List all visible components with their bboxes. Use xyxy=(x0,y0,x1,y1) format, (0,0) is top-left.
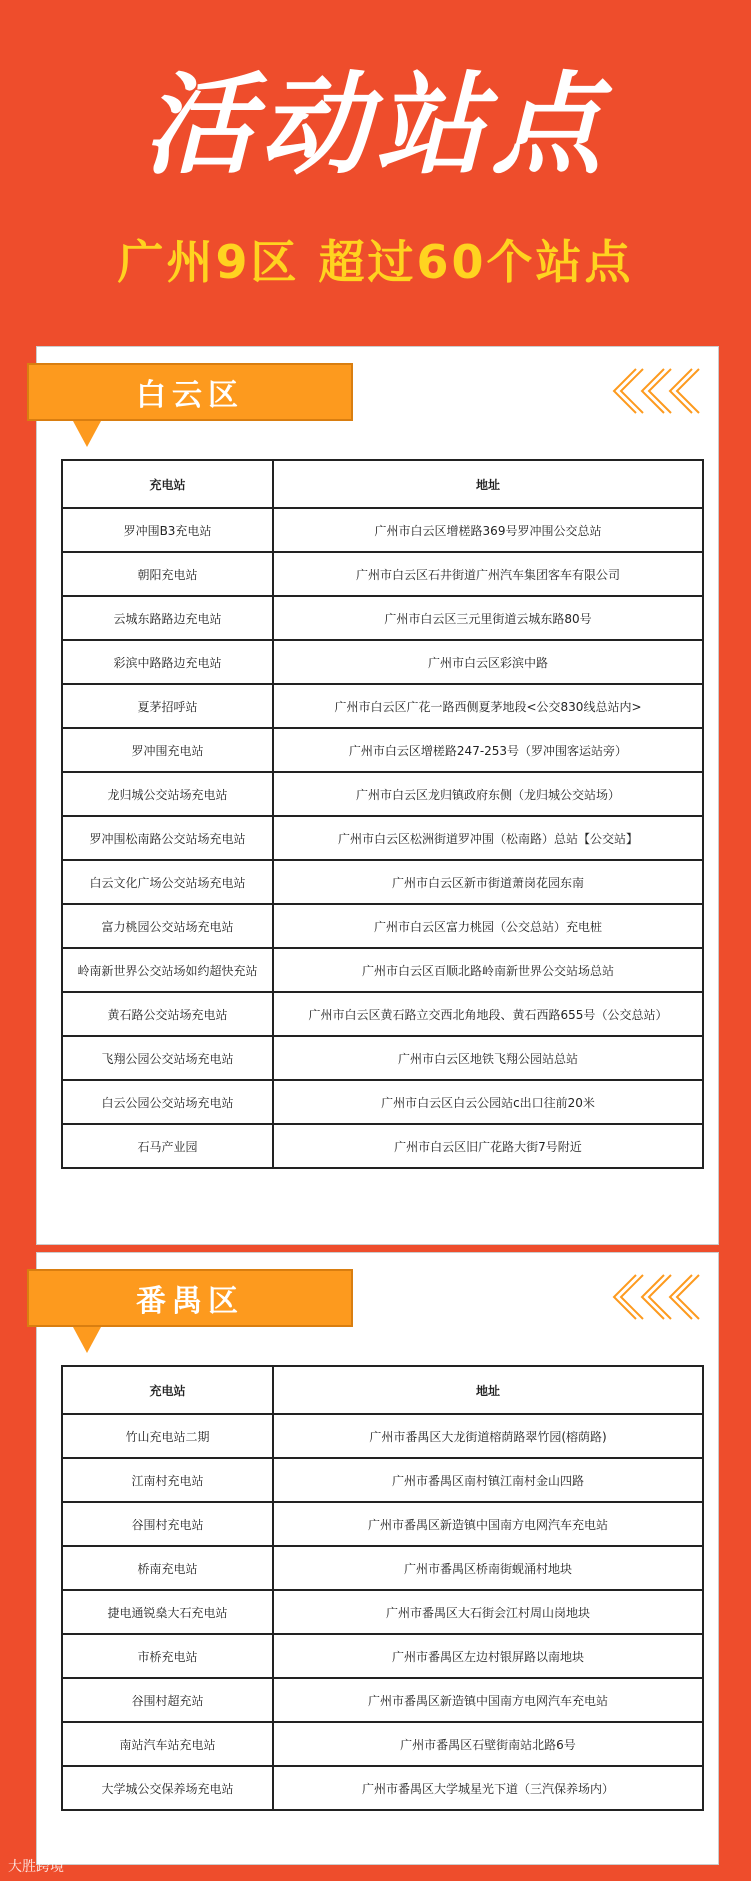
address-cell: 广州市番禺区大石街会江村周山岗地块 xyxy=(273,1590,703,1634)
station-name-cell: 飞翔公园公交站场充电站 xyxy=(62,1036,273,1080)
table-row xyxy=(62,860,703,904)
station-name-cell: 罗冲围B3充电站 xyxy=(62,508,273,552)
station-name-cell: 富力桃园公交站场充电站 xyxy=(62,904,273,948)
station-name-cell: 云城东路路边充电站 xyxy=(62,596,273,640)
table-row xyxy=(62,640,703,684)
table-row xyxy=(62,1502,703,1546)
address-cell: 广州市白云区石井街道广州汽车集团客车有限公司 xyxy=(273,552,703,596)
address-cell: 广州市白云区白云公园站c出口往前20米 xyxy=(273,1080,703,1124)
table-row xyxy=(62,992,703,1036)
page-title: 活动站点 xyxy=(143,61,608,189)
table-row xyxy=(62,904,703,948)
district-tag: 番禺区 xyxy=(27,1269,353,1327)
station-name-cell: 捷电通锐燊大石充电站 xyxy=(62,1590,273,1634)
table-row xyxy=(62,1080,703,1124)
address-cell: 广州市番禺区南村镇江南村金山四路 xyxy=(273,1458,703,1502)
station-table xyxy=(61,459,704,1169)
address-cell: 广州市白云区增槎路247-253号（罗冲围客运站旁） xyxy=(273,728,703,772)
table-row xyxy=(62,816,703,860)
address-cell: 广州市白云区广花一路西侧夏茅地段<公交830线总站内> xyxy=(273,684,703,728)
address-cell: 广州市番禺区大龙街道榕荫路翠竹园(榕荫路) xyxy=(273,1414,703,1458)
chevrons-icon xyxy=(606,363,706,419)
address-cell: 广州市番禺区大学城星光下道（三汽保养场内） xyxy=(273,1766,703,1810)
station-name-cell: 江南村充电站 xyxy=(62,1458,273,1502)
address-cell: 广州市番禺区新造镇中国南方电网汽车充电站 xyxy=(273,1502,703,1546)
station-name-cell: 白云文化广场公交站场充电站 xyxy=(62,860,273,904)
address-cell: 广州市番禺区新造镇中国南方电网汽车充电站 xyxy=(273,1678,703,1722)
station-name-cell: 彩滨中路路边充电站 xyxy=(62,640,273,684)
table-row xyxy=(62,1124,703,1168)
district-card-panyu xyxy=(36,1252,719,1865)
station-name-cell: 南站汽车站充电站 xyxy=(62,1722,273,1766)
address-cell: 广州市白云区龙归镇政府东侧（龙归城公交站场） xyxy=(273,772,703,816)
station-table xyxy=(61,1365,704,1811)
address-cell: 广州市白云区富力桃园（公交总站）充电桩 xyxy=(273,904,703,948)
station-name-cell: 竹山充电站二期 xyxy=(62,1414,273,1458)
station-name-cell: 朝阳充电站 xyxy=(62,552,273,596)
table-row xyxy=(62,1036,703,1080)
station-name-cell: 岭南新世界公交站场如约超快充站 xyxy=(62,948,273,992)
station-name-cell: 黄石路公交站场充电站 xyxy=(62,992,273,1036)
address-cell: 广州市白云区旧广花路大街7号附近 xyxy=(273,1124,703,1168)
address-cell: 广州市白云区百顺北路岭南新世界公交站场总站 xyxy=(273,948,703,992)
district-card-baiyun xyxy=(36,346,719,1245)
table-header-row xyxy=(62,1366,703,1414)
station-name-cell: 夏茅招呼站 xyxy=(62,684,273,728)
address-cell: 广州市白云区三元里街道云城东路80号 xyxy=(273,596,703,640)
chevrons-icon xyxy=(606,1269,706,1325)
address-cell: 广州市番禺区左边村银屏路以南地块 xyxy=(273,1634,703,1678)
station-name-cell: 桥南充电站 xyxy=(62,1546,273,1590)
station-name-cell: 谷围村充电站 xyxy=(62,1502,273,1546)
address-cell: 广州市番禺区石壁街南站北路6号 xyxy=(273,1722,703,1766)
address-cell: 广州市白云区彩滨中路 xyxy=(273,640,703,684)
table-row xyxy=(62,1546,703,1590)
station-name-cell: 市桥充电站 xyxy=(62,1634,273,1678)
table-row xyxy=(62,1590,703,1634)
table-row xyxy=(62,1766,703,1810)
table-header-row xyxy=(62,460,703,508)
table-row xyxy=(62,948,703,992)
header-address: 地址 xyxy=(273,1366,703,1414)
address-cell: 广州市白云区黄石路立交西北角地段、黄石西路655号（公交总站） xyxy=(273,992,703,1036)
table-row xyxy=(62,1458,703,1502)
address-cell: 广州市白云区增槎路369号罗冲围公交总站 xyxy=(273,508,703,552)
address-cell: 广州市白云区松洲街道罗冲围（松南路）总站【公交站】 xyxy=(273,816,703,860)
tag-pointer xyxy=(73,421,101,447)
station-name-cell: 罗冲围松南路公交站场充电站 xyxy=(62,816,273,860)
table-row xyxy=(62,684,703,728)
station-name-cell: 大学城公交保养场充电站 xyxy=(62,1766,273,1810)
table-row xyxy=(62,1634,703,1678)
header-station: 充电站 xyxy=(62,1366,273,1414)
header-address: 地址 xyxy=(273,460,703,508)
address-cell: 广州市白云区地铁飞翔公园站总站 xyxy=(273,1036,703,1080)
page-subtitle: 广州9区 超过60个站点 xyxy=(117,235,634,289)
tag-pointer xyxy=(73,1327,101,1353)
table-row xyxy=(62,1414,703,1458)
address-cell: 广州市白云区新市街道萧岗花园东南 xyxy=(273,860,703,904)
address-cell: 广州市番禺区桥南街蚬涌村地块 xyxy=(273,1546,703,1590)
watermark: 大胜跨境 xyxy=(8,1859,64,1875)
table-row xyxy=(62,728,703,772)
station-name-cell: 罗冲围充电站 xyxy=(62,728,273,772)
table-row xyxy=(62,1722,703,1766)
station-name-cell: 龙归城公交站场充电站 xyxy=(62,772,273,816)
table-row xyxy=(62,1678,703,1722)
district-tag: 白云区 xyxy=(27,363,353,421)
table-row xyxy=(62,508,703,552)
station-name-cell: 石马产业园 xyxy=(62,1124,273,1168)
station-name-cell: 谷围村超充站 xyxy=(62,1678,273,1722)
station-name-cell: 白云公园公交站场充电站 xyxy=(62,1080,273,1124)
header-station: 充电站 xyxy=(62,460,273,508)
table-row xyxy=(62,552,703,596)
table-row xyxy=(62,772,703,816)
table-row xyxy=(62,596,703,640)
